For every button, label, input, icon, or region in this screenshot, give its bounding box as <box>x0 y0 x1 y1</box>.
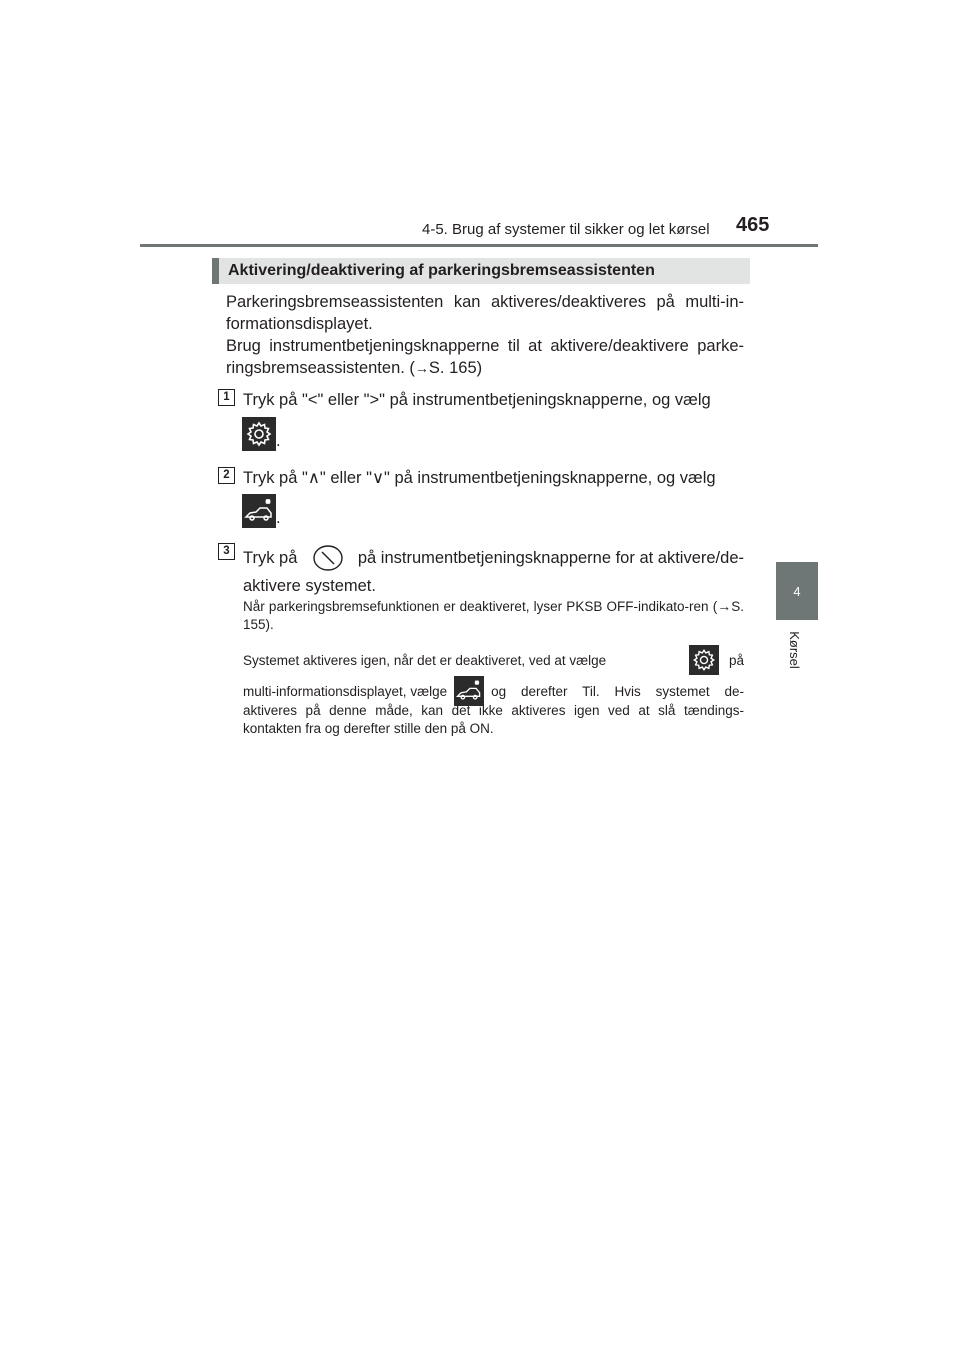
step-3-text-after: på instrumentbetjeningsknapperne for at aktivere/de- <box>357 549 744 567</box>
running-header: 4-5. Brug af systemer til sikker og let kørsel <box>422 221 710 238</box>
note-1-text: Når parkeringsbremsefunktionen er deaktiveret, lyser PKSB OFF-indikato-ren ( <box>243 599 718 614</box>
intro-line-2 <box>226 335 744 379</box>
step-3-text-before: Tryk på <box>243 549 298 567</box>
intro-page-ref[interactable]: S. 165) <box>428 359 483 377</box>
reference-arrow-icon: → <box>717 598 732 614</box>
step-2-icon-row <box>242 494 281 528</box>
note-1 <box>243 597 744 634</box>
gear-icon <box>242 417 276 451</box>
step-3-number: 3 <box>218 543 235 560</box>
gear-icon <box>689 645 719 675</box>
chapter-label: Kørsel <box>787 631 802 669</box>
step-1-text: Tryk på "<" eller ">" på instrumentbetjeningsknapperne, og vælg <box>243 391 711 409</box>
note-2-part-5: aktiveres på denne måde, kan det ikke aktiveres igen ved at slå tændings-kontakten fra og derefter stille den på ON. <box>243 703 744 736</box>
step-1-end: . <box>276 432 281 450</box>
page-number: 465 <box>736 214 770 236</box>
step-2-number: 2 <box>218 467 235 484</box>
ok-button-icon <box>310 543 346 573</box>
note-2-line-1 <box>243 645 744 675</box>
section-heading: Aktivering/deaktivering af parkeringsbremseassistenten <box>212 258 750 284</box>
reference-arrow-icon: → <box>414 360 429 376</box>
step-3-text-line2: aktivere systemet. <box>243 577 376 595</box>
step-1-number: 1 <box>218 389 235 406</box>
step-2-end: . <box>276 509 281 527</box>
step-2-text: Tryk på "∧" eller "∨" på instrumentbetjeningsknapperne, og vælg <box>243 469 716 487</box>
step-3-text <box>243 543 744 597</box>
note-2-part-4: og derefter Til. Hvis systemet de- <box>491 683 744 699</box>
header-rule <box>140 244 818 247</box>
note-2-part-2: på <box>728 652 744 668</box>
note-2-part-3: multi-informationsdisplayet, vælge <box>243 683 448 699</box>
chapter-number: 4 <box>793 583 801 599</box>
parking-brake-assist-icon <box>242 494 276 528</box>
intro-line-1: Parkeringsbremseassistenten kan aktiveres/deaktiveres på multi-in-formationsdisplayet. <box>226 293 744 333</box>
step-1-icon-row <box>242 417 281 451</box>
note-1-page-ref[interactable]: S. 155). <box>243 599 744 632</box>
intro-line-2-text: Brug instrumentbetjeningsknapperne til at aktivere/deaktivere parke-ringsbremseassistenten. ( <box>226 337 744 377</box>
note-2-part-1: Systemet aktiveres igen, når det er deaktiveret, ved at vælge <box>243 652 607 668</box>
intro-paragraph <box>226 291 744 379</box>
